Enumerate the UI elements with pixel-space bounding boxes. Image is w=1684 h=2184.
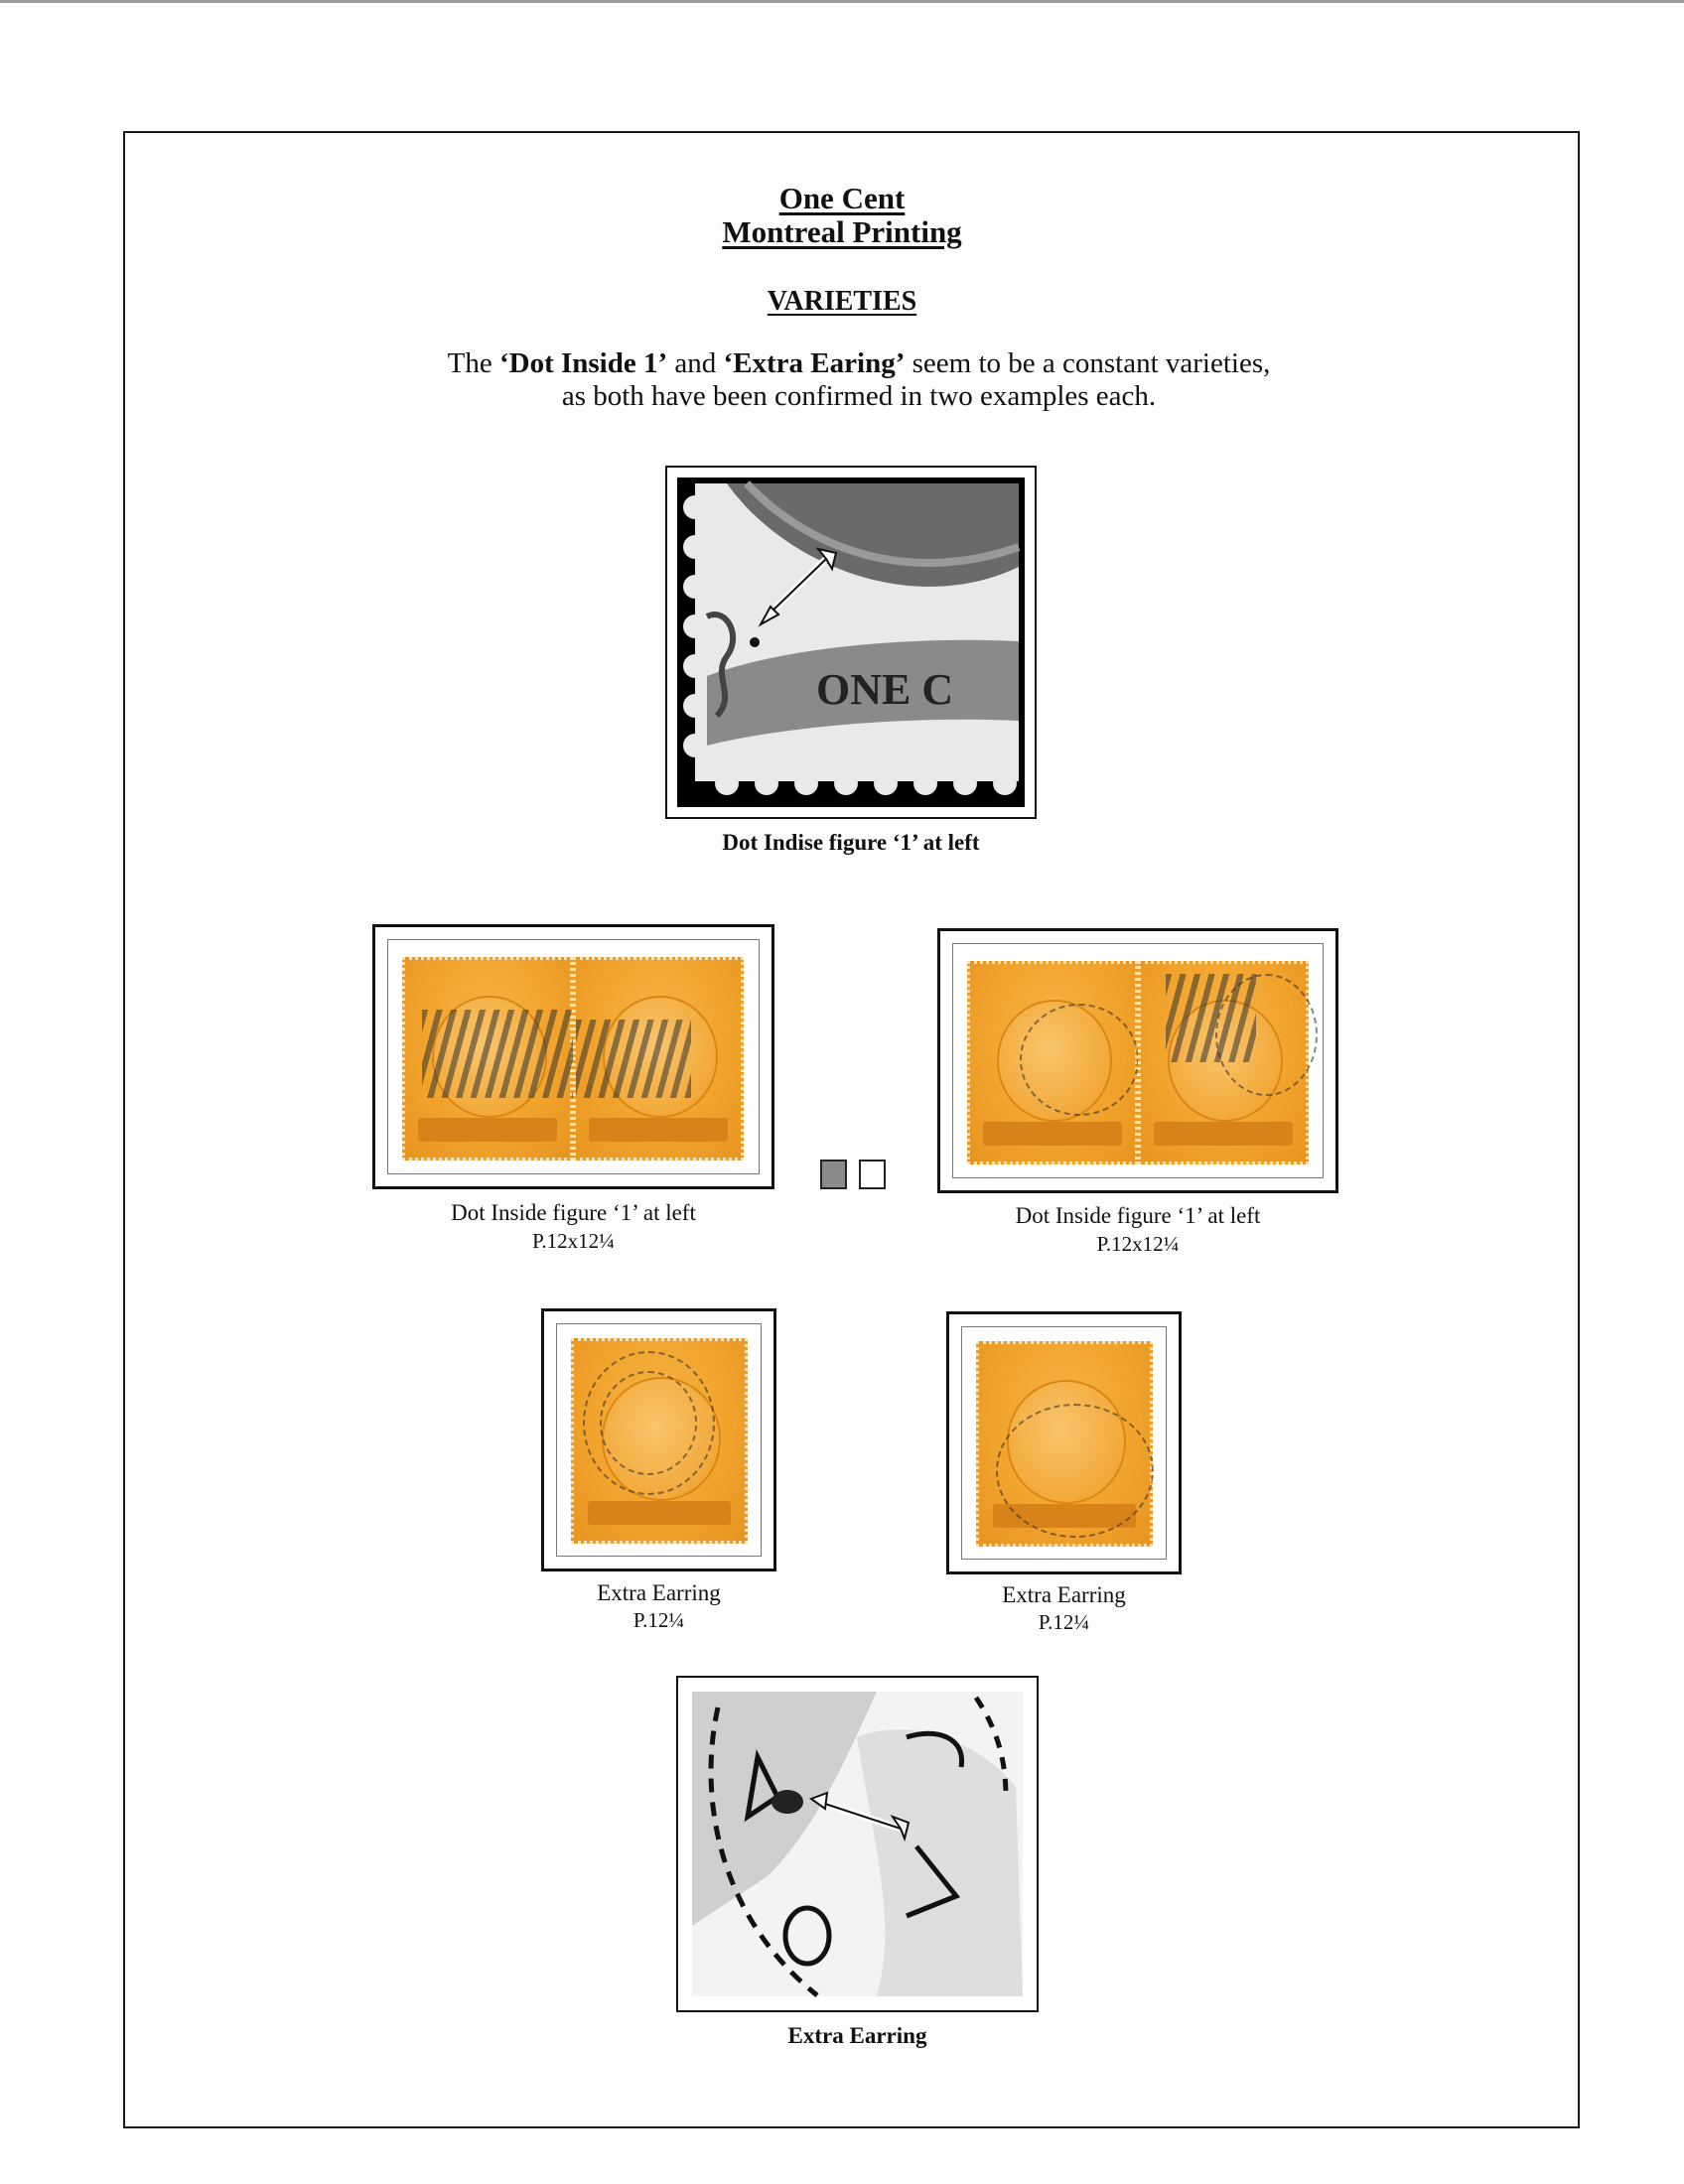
zoom-extra-earring-image [676, 1676, 1039, 2012]
perf-single-left: P.12¼ [632, 1608, 685, 1632]
page-title-line2: Montreal Printing [722, 214, 962, 249]
caption-pair-left: Dot Inside figure ‘1’ at left [451, 1200, 696, 1225]
pair-right-stamp-2 [1138, 961, 1309, 1164]
swatch-white [859, 1160, 886, 1189]
swatch-gray [820, 1160, 847, 1189]
caption-single-right: Extra Earring [1002, 1582, 1126, 1607]
intro-term-extra-earing: ‘Extra Earing’ [723, 347, 906, 379]
zoom-extra-earring-graphic [678, 1678, 1037, 2010]
intro-suffix: seem to be a constant varieties, [905, 347, 1271, 379]
pair-right-mount [937, 928, 1338, 1193]
caption-zoom-dot-inside: Dot Indise figure ‘1’ at left [722, 830, 980, 855]
caption-single-left: Extra Earring [597, 1580, 721, 1605]
page-title-line1: One Cent [778, 181, 906, 215]
zoom-dot-inside-graphic [667, 468, 1035, 817]
intro-term-dot-inside: ‘Dot Inside 1’ [498, 347, 668, 379]
top-edge-rule [0, 0, 1684, 3]
caption-pair-right: Dot Inside figure ‘1’ at left [1015, 1203, 1261, 1228]
single-right-stamp [976, 1341, 1153, 1547]
intro-text [298, 347, 1420, 413]
perf-pair-left: P.12x12¼ [532, 1229, 615, 1253]
pair-left-mount [372, 924, 774, 1189]
pair-left-stamp-2 [573, 957, 744, 1160]
perf-single-right: P.12¼ [1038, 1610, 1090, 1634]
pair-left-stamp-1 [402, 957, 573, 1160]
perf-pair-right: P.12x12¼ [1096, 1232, 1180, 1256]
section-heading: VARIETIES [767, 286, 917, 317]
pair-right-stamp-1 [967, 961, 1138, 1164]
zoom-inscription-text: ONE C [816, 665, 954, 714]
single-right-mount [946, 1311, 1182, 1574]
single-left-stamp [571, 1338, 748, 1544]
caption-zoom-extra-earring: Extra Earring [787, 2023, 927, 2048]
zoom-dot-inside-image [665, 466, 1037, 819]
intro-mid: and [667, 347, 724, 379]
intro-prefix: The [447, 347, 499, 379]
intro-line2: as both have been confirmed in two examples each. [561, 380, 1157, 412]
single-left-mount [541, 1308, 776, 1571]
